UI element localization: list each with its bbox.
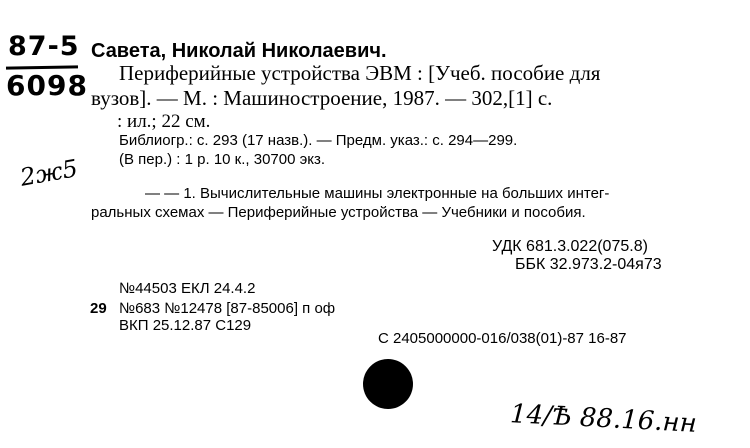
title-line-2: вузов]. — М. : Машиностроение, 1987. — 302,[1] с.	[91, 86, 553, 110]
bbk-index: ББК 32.973.2-04я73	[515, 256, 662, 273]
call-number-top: 87-5	[8, 31, 80, 62]
handwritten-mark: 2ж5	[18, 154, 80, 192]
isbn-code: С 2405000000-016/038(01)-87 16-87	[378, 330, 627, 347]
code-line-2-number: 29	[90, 300, 107, 317]
price-note: (В пер.) : 1 р. 10 к., 30700 экз.	[119, 151, 326, 168]
code-line-2: №683 №12478 [87-85006] п оф	[119, 300, 336, 317]
bibliography-note: Библиогр.: с. 293 (17 назв.). — Предм. указ.: с. 294—299.	[119, 132, 518, 149]
code-line-3: ВКП 25.12.87 С129	[119, 317, 252, 334]
author-heading: Савета, Николай Николаевич.	[91, 40, 387, 62]
udk-index: УДК 681.3.022(075.8)	[492, 238, 648, 255]
title-line-1: Периферийные устройства ЭВМ : [Учеб. пособие для	[119, 61, 601, 85]
subject-line-2: ральных схемах — Периферийные устройства — Учебники и пособия.	[91, 204, 586, 221]
title-line-3: : ил.; 22 см.	[117, 111, 211, 132]
call-number-bottom: 6098	[6, 69, 88, 102]
subject-line-1: — — 1. Вычислительные машины электронные на больших интег-	[145, 185, 610, 202]
handwritten-note: 14/Ѣ 88.16.нн	[509, 399, 698, 439]
code-line-1: №44503 ЕКЛ 24.4.2	[119, 280, 256, 297]
punch-hole	[363, 359, 413, 409]
